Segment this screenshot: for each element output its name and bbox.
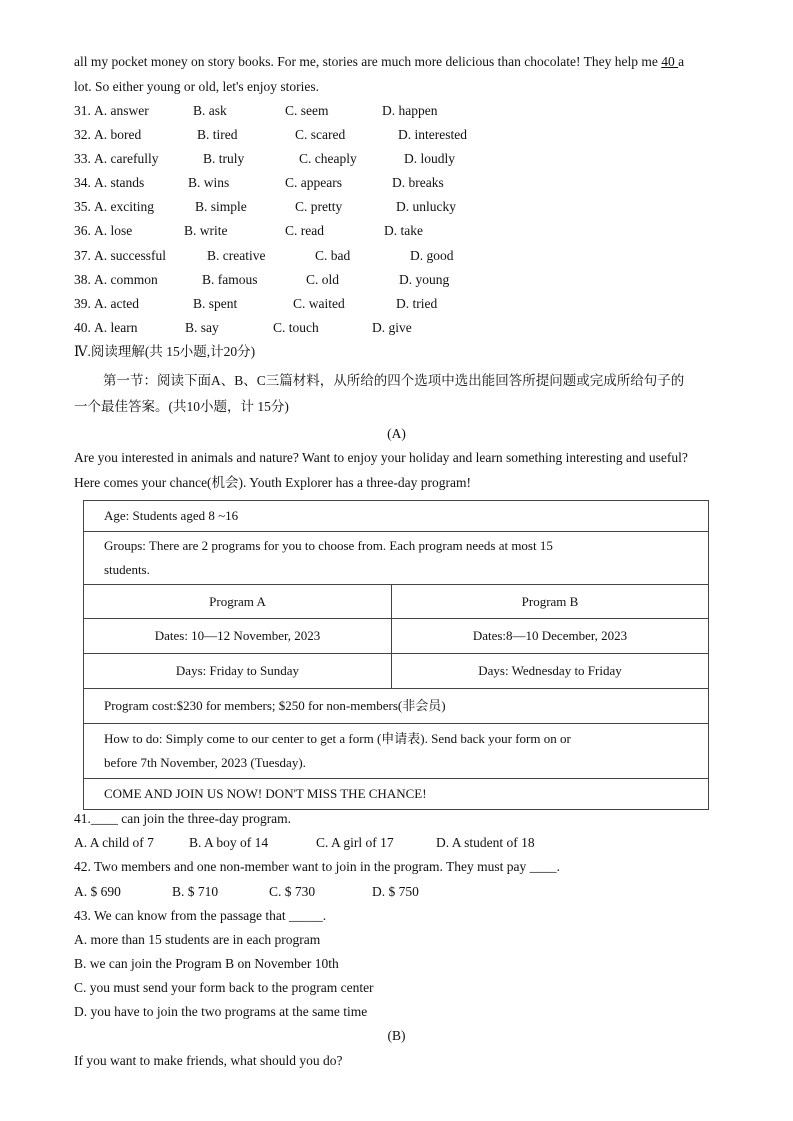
question-41-stem: 41.____ can join the three-day program. xyxy=(74,811,292,826)
option-b: B. truly xyxy=(203,151,245,166)
option-b: B. ask xyxy=(193,103,227,118)
option-c: C. touch xyxy=(273,320,319,335)
question-number: 37. xyxy=(74,248,91,263)
option-c: C. pretty xyxy=(295,199,343,214)
option-b: B. simple xyxy=(195,199,247,214)
option-d: D. give xyxy=(372,320,412,335)
option-c: C. A girl of 17 xyxy=(316,835,394,850)
program-b-header: Program B xyxy=(392,585,709,619)
option-a: A. lose xyxy=(94,223,133,238)
option-b: B. spent xyxy=(193,296,238,311)
section-instructions-2: 一个最佳答案。(共10小题，计 15分) xyxy=(74,399,289,414)
option-c: C. old xyxy=(306,272,340,287)
option-a: A. stands xyxy=(94,175,145,190)
option-a: A. common xyxy=(94,272,158,287)
option-d: D. good xyxy=(410,248,454,263)
option-b: B. write xyxy=(184,223,228,238)
question-43-option-a: A. more than 15 students are in each program xyxy=(74,932,321,947)
intro-tail: a xyxy=(678,54,685,69)
option-d: D. take xyxy=(384,223,423,238)
groups-text-1: Groups: There are 2 programs for you to choose from. Each program needs at most 15 xyxy=(104,538,553,553)
option-b: B. famous xyxy=(202,272,258,287)
table-row xyxy=(84,585,709,619)
age-cell: Age: Students aged 8 ~16 xyxy=(84,501,709,532)
question-number: 31. xyxy=(74,103,91,118)
table-row xyxy=(84,619,709,654)
passage-a-label: (A) xyxy=(387,426,406,441)
table-row xyxy=(84,654,709,689)
question-43-option-c: C. you must send your form back to the program center xyxy=(74,980,374,995)
option-b: B. $ 710 xyxy=(172,884,219,899)
program-a-header: Program A xyxy=(84,585,392,619)
option-d: D. loudly xyxy=(404,151,456,166)
table-row xyxy=(84,779,709,810)
groups-text-2: students. xyxy=(104,562,150,577)
question-number: 32. xyxy=(74,127,91,142)
option-c: C. cheaply xyxy=(299,151,357,166)
option-a: A. exciting xyxy=(94,199,154,214)
table-row xyxy=(84,689,709,724)
option-a: A. bored xyxy=(94,127,142,142)
option-a: A. learn xyxy=(94,320,138,335)
option-c: C. waited xyxy=(293,296,345,311)
option-d: D. unlucky xyxy=(396,199,456,214)
intro-line-1 xyxy=(74,53,684,71)
how-text-2: before 7th November, 2023 (Tuesday). xyxy=(104,755,306,770)
blank-40: 40 xyxy=(661,54,679,69)
option-a: A. $ 690 xyxy=(74,884,121,899)
cost-cell: Program cost:$230 for members; $250 for non-members(非会员) xyxy=(84,689,709,724)
option-b: B. creative xyxy=(207,248,266,263)
option-c: C. read xyxy=(285,223,324,238)
question-43-option-d: D. you have to join the two programs at the same time xyxy=(74,1004,368,1019)
section-instructions-1: 第一节：阅读下面A、B、C三篇材料，从所给的四个选项中选出能回答所提问题或完成所给句子的 xyxy=(103,373,685,388)
option-c: C. $ 730 xyxy=(269,884,316,899)
option-c: C. scared xyxy=(295,127,346,142)
question-number: 39. xyxy=(74,296,91,311)
question-number: 35. xyxy=(74,199,91,214)
passage-b-label: (B) xyxy=(387,1028,406,1043)
program-info-table xyxy=(83,500,709,810)
option-a: A. acted xyxy=(94,296,139,311)
how-text-1: How to do: Simply come to our center to get a form (申请表). Send back your form on or xyxy=(104,731,571,746)
option-d: D. breaks xyxy=(392,175,444,190)
option-d: D. interested xyxy=(398,127,467,142)
question-number: 36. xyxy=(74,223,91,238)
table-row xyxy=(84,501,709,532)
how-to-cell xyxy=(84,724,709,779)
come-join-cell: COME AND JOIN US NOW! DON'T MISS THE CHANCE! xyxy=(84,779,709,810)
program-b-days: Days: Wednesday to Friday xyxy=(392,654,709,689)
option-a: A. carefully xyxy=(94,151,159,166)
option-a: A. answer xyxy=(94,103,149,118)
option-b: B. wins xyxy=(188,175,230,190)
passage-a-para-2: Here comes your chance(机会). Youth Explorer has a three-day program! xyxy=(74,475,471,490)
option-b: B. tired xyxy=(197,127,238,142)
question-number: 34. xyxy=(74,175,91,190)
option-b: B. say xyxy=(185,320,219,335)
question-43-stem: 43. We can know from the passage that _____. xyxy=(74,908,327,923)
passage-b-para-1: If you want to make friends, what should you do? xyxy=(74,1053,343,1068)
intro-line-2: lot. So either young or old, let's enjoy stories. xyxy=(74,79,320,94)
option-d: D. tried xyxy=(396,296,438,311)
question-43-option-b: B. we can join the Program B on November 10th xyxy=(74,956,339,971)
option-d: D. young xyxy=(399,272,450,287)
question-number: 38. xyxy=(74,272,91,287)
passage-a-para-1: Are you interested in animals and nature? Want to enjoy your holiday and learn something interesting and useful? xyxy=(74,450,688,465)
option-c: C. bad xyxy=(315,248,351,263)
option-c: C. seem xyxy=(285,103,329,118)
table-row xyxy=(84,532,709,585)
option-c: C. appears xyxy=(285,175,342,190)
question-number: 33. xyxy=(74,151,91,166)
option-d: D. $ 750 xyxy=(372,884,419,899)
option-b: B. A boy of 14 xyxy=(189,835,269,850)
program-a-days: Days: Friday to Sunday xyxy=(84,654,392,689)
section-heading: Ⅳ.阅读理解(共 15小题,计20分) xyxy=(74,344,256,359)
option-d: D. A student of 18 xyxy=(436,835,535,850)
groups-cell xyxy=(84,532,709,585)
option-a: A. A child of 7 xyxy=(74,835,154,850)
option-d: D. happen xyxy=(382,103,438,118)
intro-text: all my pocket money on story books. For me, stories are much more delicious than chocolate! They help me xyxy=(74,54,658,69)
option-a: A. successful xyxy=(94,248,166,263)
program-a-dates: Dates: 10—12 November, 2023 xyxy=(84,619,392,654)
table-row xyxy=(84,724,709,779)
question-number: 40. xyxy=(74,320,91,335)
question-42-stem: 42. Two members and one non-member want to join in the program. They must pay ____. xyxy=(74,859,560,874)
program-b-dates: Dates:8—10 December, 2023 xyxy=(392,619,709,654)
